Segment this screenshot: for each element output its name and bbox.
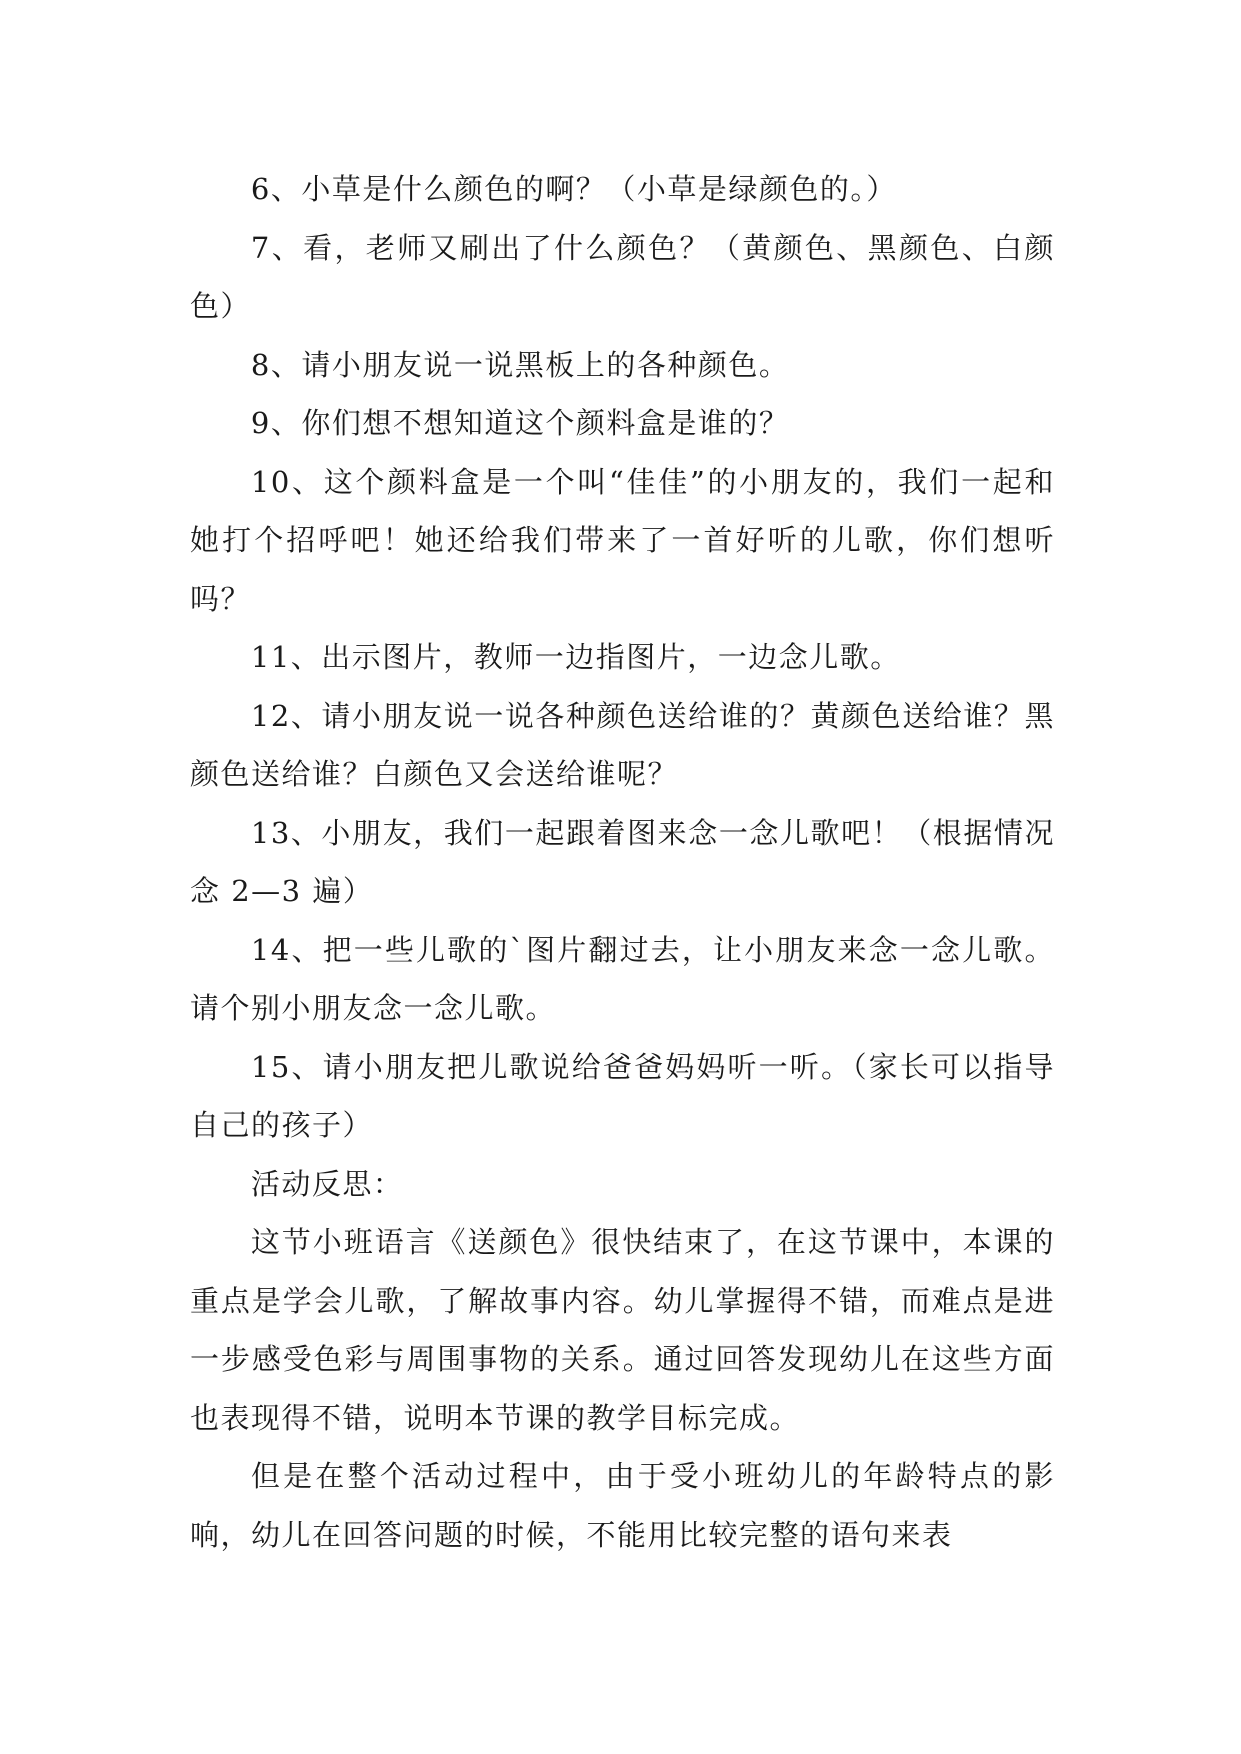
paragraph-step-15: 15、请小朋友把儿歌说给爸爸妈妈听一听。（家长可以指导自己的孩子） bbox=[190, 1049, 1055, 1142]
paragraph-step-6: 6、小草是什么颜色的啊？（小草是绿颜色的。） bbox=[250, 172, 897, 206]
paragraph-reflection-2: 但是在整个活动过程中，由于受小班幼儿的年龄特点的影响，幼儿在回答问题的时候，不能用比较完整的语句来表 bbox=[190, 1459, 1055, 1552]
paragraph-step-14: 14、把一些儿歌的`图片翻过去，让小朋友来念一念儿歌。请个别小朋友念一念儿歌。 bbox=[190, 932, 1055, 1025]
paragraph-step-12: 12、请小朋友说一说各种颜色送给谁的？黄颜色送给谁？黑颜色送给谁？白颜色又会送给谁呢？ bbox=[190, 698, 1055, 791]
section-heading-reflection: 活动反思： bbox=[250, 1166, 404, 1201]
paragraph-reflection-1: 这节小班语言《送颜色》很快结束了，在这节课中，本课的重点是学会儿歌，了解故事内容。幼儿掌握得不错，而难点是进一步感受色彩与周围事物的关系。通过回答发现幼儿在这些方面也表现得不错，说明本节课的教学目标完成。 bbox=[190, 1225, 1055, 1435]
paragraph-step-8: 8、请小朋友说一说黑板上的各种颜色。 bbox=[250, 347, 790, 382]
paragraph-step-10: 10、这个颜料盒是一个叫“佳佳”的小朋友的，我们一起和她打个招呼吧！她还给我们带来了一首好听的儿歌，你们想听吗？ bbox=[190, 464, 1055, 616]
paragraph-step-11: 11、出示图片，教师一边指图片，一边念儿歌。 bbox=[250, 640, 901, 674]
paragraph-step-7: 7、看，老师又刷出了什么颜色？（黄颜色、黑颜色、白颜色） bbox=[190, 230, 1055, 323]
paragraph-step-13: 13、小朋友，我们一起跟着图来念一念儿歌吧！（根据情况念 2—3 遍） bbox=[190, 815, 1055, 908]
paragraph-step-9: 9、你们想不想知道这个颜料盒是谁的？ bbox=[250, 406, 790, 440]
document-body bbox=[190, 160, 1055, 1564]
